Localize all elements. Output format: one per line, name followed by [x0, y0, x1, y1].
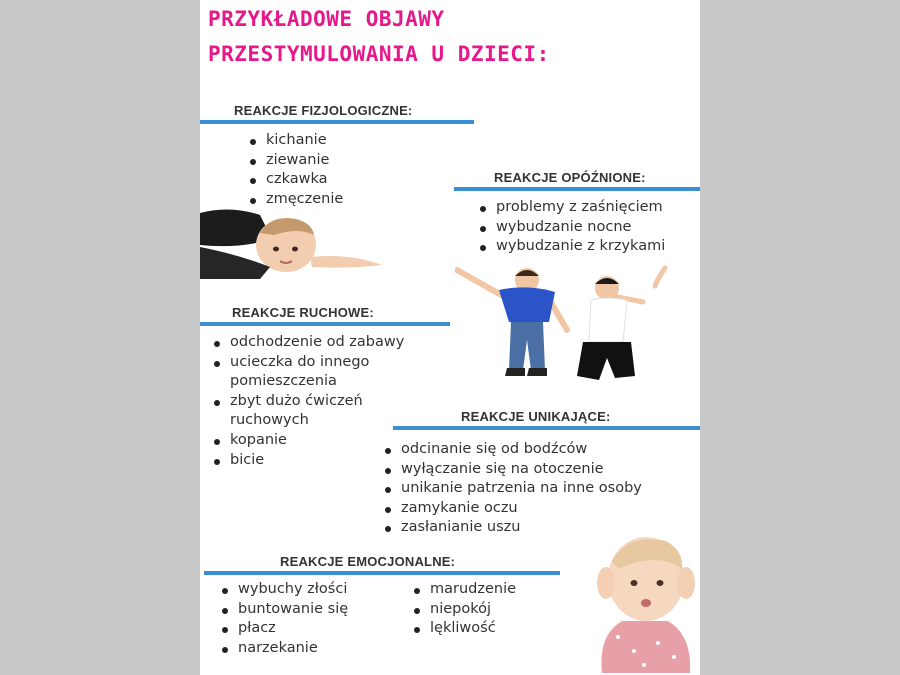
- list-item: marudzenie: [412, 580, 516, 600]
- list-item: zbyt dużo ćwiczeń: [212, 392, 450, 412]
- section-emocjonalne: [200, 554, 560, 658]
- emocjonalne-columns: [200, 580, 560, 658]
- section-heading: REAKCJE EMOCJONALNE:: [280, 554, 456, 569]
- item-list: [383, 440, 700, 538]
- section-opoznione: [454, 170, 700, 257]
- list-item: wybudzanie nocne: [478, 218, 700, 238]
- jumping-children-photo: [455, 262, 690, 404]
- list-item: wyłączanie się na otoczenie: [383, 460, 700, 480]
- list-item: unikanie patrzenia na inne osoby: [383, 479, 700, 499]
- heading-rule: [204, 571, 560, 575]
- heading-rule: [393, 426, 700, 430]
- list-item: lękliwość: [412, 619, 516, 639]
- list-item: odcinanie się od bodźców: [383, 440, 700, 460]
- list-item: odchodzenie od zabawy: [212, 333, 450, 353]
- list-item: ucieczka do innego: [212, 353, 450, 373]
- section-heading: REAKCJE FIZJOLOGICZNE:: [234, 103, 413, 118]
- list-item: narzekanie: [220, 639, 412, 659]
- list-item: zasłanianie uszu: [383, 518, 700, 538]
- section-unikajace: [393, 409, 700, 538]
- heading-rule: [200, 120, 474, 124]
- list-item-continuation: pomieszczenia: [230, 373, 337, 390]
- list-item: kopanie: [212, 431, 450, 451]
- list-item: buntowanie się: [220, 600, 412, 620]
- item-list-left: [220, 580, 412, 658]
- heading-rule: [454, 187, 700, 191]
- infographic-page: [200, 0, 700, 675]
- list-item: ziewanie: [248, 151, 474, 171]
- item-list: [478, 198, 700, 257]
- baby-lying-photo: [200, 205, 390, 280]
- list-item: czkawka: [248, 170, 474, 190]
- list-item-continuation: ruchowych: [230, 412, 309, 429]
- section-heading: REAKCJE OPÓŹNIONE:: [494, 170, 646, 185]
- list-item: bicie: [212, 451, 450, 471]
- title-line-1: PRZYKŁADOWE OBJAWY: [208, 7, 445, 31]
- title-line-2: PRZESTYMULOWANIA U DZIECI:: [208, 42, 550, 66]
- list-item: zmęczenie: [248, 190, 474, 210]
- list-item: płacz: [220, 619, 412, 639]
- list-item: wybudzanie z krzykami: [478, 237, 700, 257]
- list-item: zamykanie oczu: [383, 499, 700, 519]
- list-item: kichanie: [248, 131, 474, 151]
- baby-covering-ears-photo: [588, 525, 700, 675]
- list-item: niepokój: [412, 600, 516, 620]
- section-fizjologiczne: [200, 103, 474, 209]
- list-item: wybuchy złości: [220, 580, 412, 600]
- section-heading: REAKCJE UNIKAJĄCE:: [461, 409, 611, 424]
- item-list: [248, 131, 474, 209]
- item-list-right: [412, 580, 516, 658]
- section-heading: REAKCJE RUCHOWE:: [232, 305, 374, 320]
- heading-rule: [200, 322, 450, 326]
- list-item: problemy z zaśnięciem: [478, 198, 700, 218]
